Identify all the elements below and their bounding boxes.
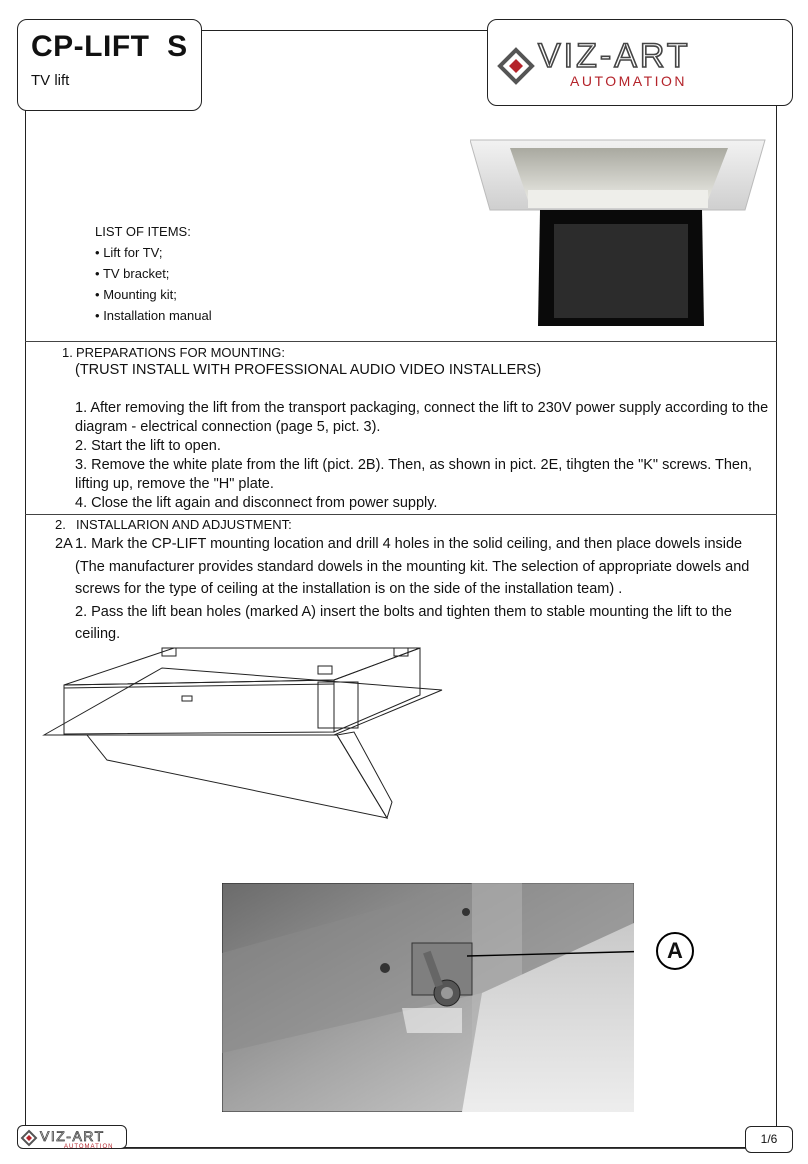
bullet-icon: • — [95, 266, 100, 281]
list-item: • Mounting kit; — [95, 287, 177, 302]
product-title: CP-LIFT S — [31, 30, 188, 63]
section1-note: (TRUST INSTALL WITH PROFESSIONAL AUDIO VIDEO INSTALLERS) — [75, 362, 542, 378]
lift-line-drawing — [42, 640, 452, 830]
section1-step: 3. Remove the white plate from the lift (pict. 2B). Then, as shown in pict. 2E, tihgten the "K" screws. Then, lifting up, remove the "H" plate. — [75, 457, 753, 492]
section1-heading: PREPARATIONS FOR MOUNTING: — [76, 345, 285, 360]
logo-tagline: AUTOMATION — [570, 73, 688, 89]
list-of-items-heading: LIST OF ITEMS: — [95, 224, 191, 239]
section2-step-label: 2A — [55, 536, 73, 552]
section2-step: 1. Mark the CP-LIFT mounting location and drill 4 holes in the solid ceiling, and then place dowels inside (The manufacturer provides standard dowels in the mounting kit. The selection of appropriate dowels and screws for the type of ceiling at the installation is on the side of the installation team) . — [75, 536, 750, 597]
tv-lift-product-photo — [470, 138, 770, 330]
section-divider — [25, 341, 777, 342]
photo-callout-a: A — [656, 932, 694, 970]
section1-step: 4. Close the lift again and disconnect from power supply. — [75, 495, 438, 511]
section-divider — [25, 514, 777, 515]
footer-logo-tagline: AUTOMATION — [64, 1144, 114, 1150]
list-item: • Installation manual — [95, 308, 212, 323]
footer-logo-brand: VIZ-ART — [40, 1128, 105, 1144]
mounting-bolt-photo — [222, 883, 634, 1112]
logo-brand-text: VIZ-ART — [538, 37, 691, 75]
section1-steps — [75, 399, 770, 513]
footer-logo-box — [17, 1125, 127, 1149]
page-number: 1/6 — [745, 1126, 793, 1153]
bullet-icon: • — [95, 245, 100, 260]
viz-art-logo — [488, 20, 794, 107]
title-box — [17, 19, 202, 111]
product-subtitle: TV lift — [31, 72, 70, 89]
section2-heading: INSTALLARION AND ADJUSTMENT: — [76, 517, 292, 532]
bullet-icon: • — [95, 308, 100, 323]
section1-step: 1. After removing the lift from the transport packaging, connect the lift to 230V power supply according to the diagram - electrical connection (page 5, pict. 3). — [75, 400, 769, 435]
footer-line — [25, 1148, 777, 1149]
brand-logo-box — [487, 19, 793, 106]
section2-steps — [75, 533, 770, 646]
list-item: • Lift for TV; — [95, 245, 163, 260]
list-item: • TV bracket; — [95, 266, 170, 281]
footer-viz-art-logo — [18, 1126, 128, 1150]
bullet-icon: • — [95, 287, 100, 302]
section2-step: 2. Pass the lift bean holes (marked A) insert the bolts and tighten them to stable mounting the lift to the ceiling. — [75, 603, 732, 642]
section2-number: 2. — [55, 517, 66, 532]
section1-step: 2. Start the lift to open. — [75, 438, 221, 454]
section1-number: 1. — [62, 345, 73, 360]
list-of-items — [95, 221, 224, 326]
